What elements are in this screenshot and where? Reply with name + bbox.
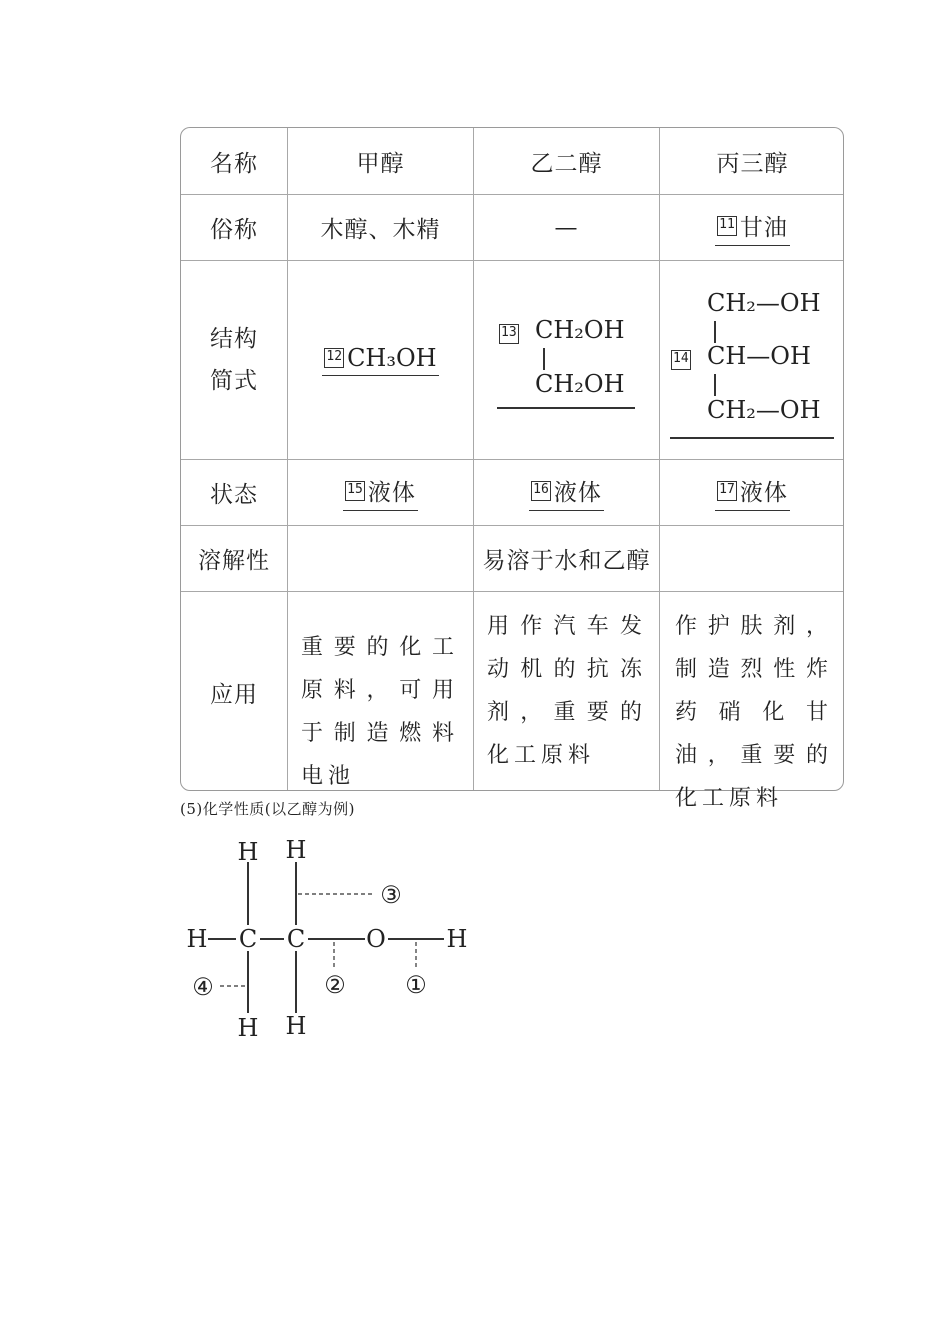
- glycol-bottom-group: CH₂OH: [535, 370, 625, 398]
- glycerol-state: 液体: [739, 480, 788, 506]
- answer-11: [715, 209, 790, 246]
- row-label-structure: [181, 261, 287, 459]
- blank-number-11: 11: [717, 216, 737, 236]
- row-label-state: 状态: [210, 482, 258, 508]
- bond-label-3: ③: [380, 881, 402, 909]
- glycol-state-cell: [474, 460, 659, 525]
- glycerol-top-group: CH₂—OH: [707, 289, 821, 317]
- bond-label-1: ①: [405, 971, 427, 999]
- atom-c1: C: [238, 925, 258, 953]
- answer-17: [715, 474, 790, 511]
- header-name: 名称: [210, 150, 258, 177]
- glycol-cc-bond: [543, 348, 545, 370]
- methanol-state-cell: [288, 460, 473, 525]
- bond-label-4: ④: [192, 973, 214, 1001]
- glycerol-mid-group: CH—OH: [707, 342, 811, 370]
- glycerol-bottom-group: CH₂—OH: [707, 396, 821, 424]
- structure-label-line2: 简式: [210, 368, 258, 394]
- glycerol-common-name-cell: [660, 195, 845, 260]
- atom-h-c1-bottom: H: [237, 1014, 259, 1042]
- glycerol-bond-upper: [714, 321, 716, 343]
- blank-number-14: 14: [671, 350, 691, 370]
- atom-h-c2-bottom: H: [285, 1012, 307, 1040]
- header-glycerol: 丙三醇: [716, 150, 789, 177]
- answer-16: [529, 474, 604, 511]
- glycol-state: 液体: [553, 480, 602, 506]
- glycerol-answer-line: [670, 437, 834, 439]
- atom-c2: C: [286, 925, 306, 953]
- glycerol-state-cell: [660, 460, 845, 525]
- bond-label-2: ②: [324, 971, 346, 999]
- ethanol-structure-diagram: [180, 830, 480, 1050]
- atom-h-c2-top: H: [285, 836, 307, 864]
- glycerol-application: 作护肤剂，制造烈性炸药硝化甘油，重要的化工原料: [675, 614, 833, 811]
- solubility-value: 易溶于水和乙醇: [482, 548, 651, 574]
- blank-number-13: 13: [499, 324, 519, 344]
- blank-number-12: 12: [324, 348, 344, 368]
- blank-number-16: 16: [531, 481, 551, 501]
- row-label-common-name: 俗称: [210, 217, 258, 243]
- answer-12: [322, 344, 438, 376]
- methanol-common-name: 木醇、木精: [320, 217, 441, 243]
- atom-o: O: [366, 925, 386, 953]
- atom-h-c1-top: H: [237, 838, 259, 866]
- blank-number-15: 15: [345, 481, 365, 501]
- answer-15: [343, 474, 418, 511]
- header-ethylene-glycol: 乙二醇: [530, 150, 603, 177]
- row-label-solubility: 溶解性: [198, 548, 270, 574]
- glycol-top-group: CH₂OH: [535, 316, 625, 344]
- methanol-structure-cell: [288, 261, 473, 459]
- structure-label-line1: 结构: [210, 326, 258, 352]
- methanol-application: 重要的化工原料，可用于制造燃料电池: [301, 635, 459, 789]
- header-methanol: 甲醇: [356, 150, 405, 177]
- glycol-common-name: —: [554, 214, 579, 241]
- atom-h-left: H: [186, 925, 208, 953]
- glycol-application: 用作汽车发动机的抗冻剂，重要的化工原料: [487, 614, 647, 768]
- methanol-formula: CH₃OH: [347, 344, 437, 372]
- methanol-state: 液体: [367, 480, 416, 506]
- blank-number-17: 17: [717, 481, 737, 501]
- section-caption: (5)化学性质(以乙醇为例): [180, 800, 355, 818]
- glycerol-common-name: 甘油: [739, 215, 788, 241]
- glycol-answer-line: [497, 407, 635, 409]
- glycerol-bond-lower: [714, 374, 716, 396]
- row-label-application: 应用: [210, 681, 258, 708]
- atom-h-hydroxyl: H: [446, 925, 468, 953]
